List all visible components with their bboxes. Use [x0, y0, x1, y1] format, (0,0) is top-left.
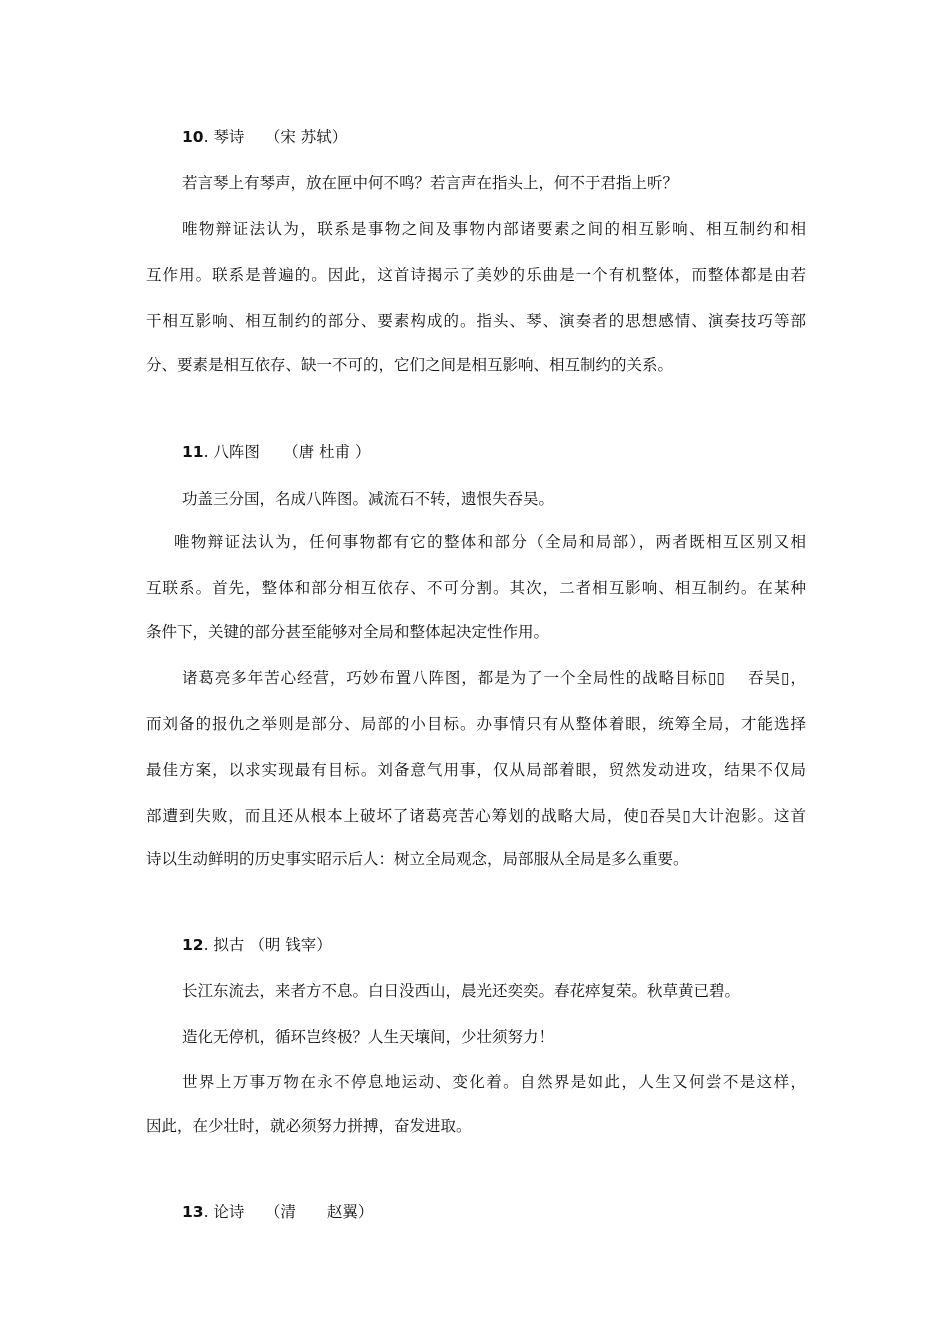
section-heading — [182, 1202, 373, 1222]
paragraph-line: 唯物辩证法认为，任何事物都有它的整体和部分（全局和局部），两者既相互区别又相 — [174, 533, 806, 551]
section-heading — [182, 442, 371, 462]
paragraph-line: 互作用。联系是普遍的。因此，这首诗揭示了美妙的乐曲是一个有机整体，而整体都是由若 — [146, 266, 806, 284]
section-title: . 琴诗 （宋 苏轼） — [203, 128, 348, 146]
section-heading — [182, 127, 347, 147]
section-title: . 拟古 （明 钱宰） — [203, 936, 332, 954]
paragraph-line: 而刘备的报仇之举则是部分、局部的小目标。办事情只有从整体着眼，统筹全局，才能选择 — [146, 715, 806, 733]
paragraph-line: 因此，在少壮时，就必须努力拼搏，奋发进取。 — [146, 1117, 472, 1135]
paragraph-line: 干相互影响、相互制约的部分、要素构成的。指头、琴、演奏者的思想感情、演奏技巧等部 — [146, 312, 806, 330]
section-title: . 八阵图 （唐 杜甫 ） — [203, 443, 371, 461]
paragraph-line: 唯物辩证法认为，联系是事物之间及事物内部诸要素之间的相互影响、相互制约和相 — [182, 220, 806, 238]
poem-line: 造化无停机，循环岂终极？人生天壤间，少壮须努力！ — [182, 1028, 555, 1046]
paragraph-line: 部遭到失败，而且还从根本上破坏了诸葛亮苦心筹划的战略大局，使▯吞吴▯大计泡影。这首 — [146, 807, 806, 825]
section-title: . 论诗 （清 赵翼） — [203, 1203, 374, 1221]
paragraph-line: 最佳方案，以求实现最有目标。刘备意气用事，仅从局部着眼，贸然发动进攻，结果不仅局 — [146, 761, 806, 779]
section-heading — [182, 935, 332, 955]
poem-line: 若言琴上有琴声，放在匣中何不鸣？若言声在指头上，何不于君指上听？ — [182, 174, 679, 192]
poem-line: 长江东流去，来者方不息。白日没西山，晨光还奕奕。春花瘁复荣。秋草黄已碧。 — [182, 982, 741, 1000]
paragraph-line: 世界上万事万物在永不停息地运动、变化着。自然界是如此，人生又何尝不是这样， — [182, 1073, 806, 1091]
paragraph-line: 诗以生动鲜明的历史事实昭示后人：树立全局观念，局部服从全局是多么重要。 — [146, 850, 689, 868]
section-number: 11 — [182, 443, 204, 461]
paragraph-line: 条件下，关键的部分甚至能够对全局和整体起决定性作用。 — [146, 623, 550, 641]
paragraph-line: 互联系。首先，整体和部分相互依存、不可分割。其次，二者相互影响、相互制约。在某种 — [146, 579, 806, 597]
section-number: 10 — [182, 128, 204, 146]
paragraph-line: 诸葛亮多年苦心经营，巧妙布置八阵图，都是为了一个全局性的战略目标▯▯ 吞吴▯， — [182, 669, 806, 687]
paragraph-line: 分、要素是相互依存、缺一不可的，它们之间是相互影响、相互制约的关系。 — [146, 356, 674, 374]
section-number: 13 — [182, 1203, 204, 1221]
section-number: 12 — [182, 936, 204, 954]
poem-line: 功盖三分国，名成八阵图。减流石不转，遗恨失吞吴。 — [182, 490, 555, 508]
